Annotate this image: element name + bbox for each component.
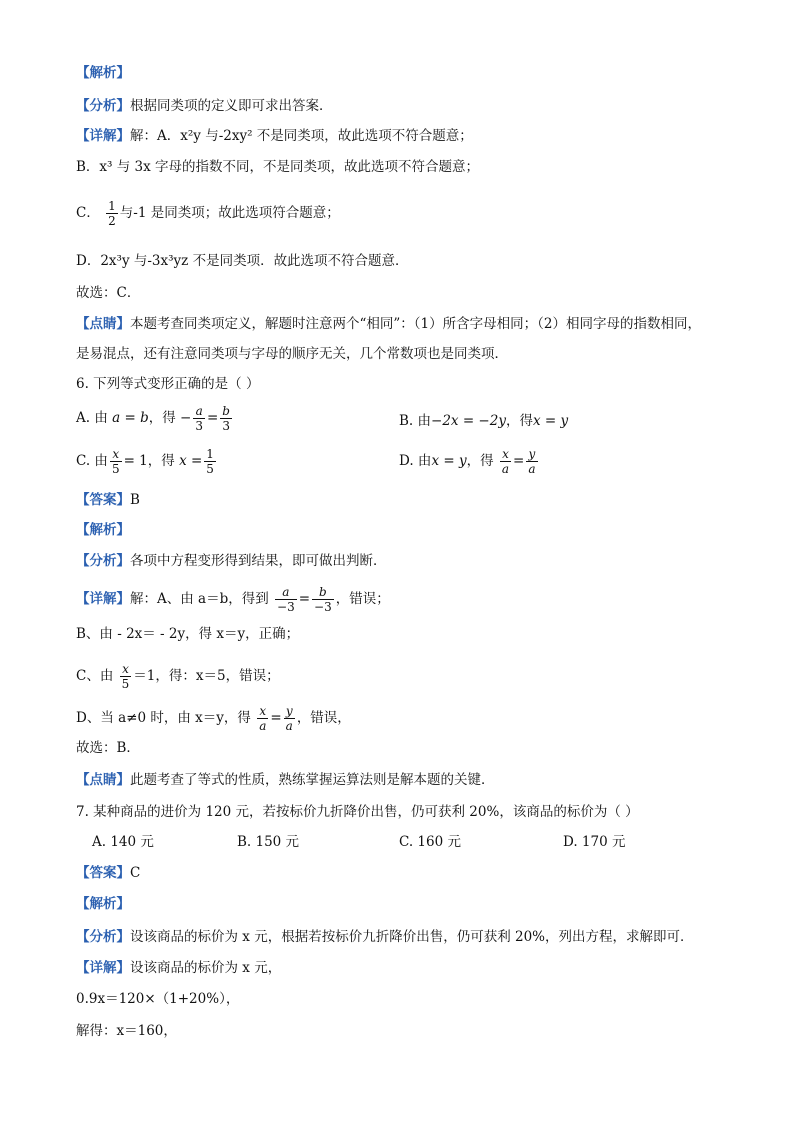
tag-fenxi: 【分析】	[76, 553, 130, 569]
q6-xj-a-suffix: ，错误；	[335, 591, 390, 607]
q6-xiangjie-b: B、由 - 2x＝ - 2y，得 x＝y，正确；	[76, 626, 300, 642]
q6-c-prefix: C. 由	[76, 453, 108, 469]
q6-answer-line	[76, 491, 140, 509]
q6-xiangjie-c	[76, 662, 280, 691]
dianjing-line-2: 是易混点，还有注意同类项与字母的顺序无关，几个常数项也是同类项．	[76, 346, 508, 362]
tag-dianjing: 【点睛】	[76, 316, 130, 332]
q6-c-result: x =	[179, 453, 203, 469]
tag-xiangjie: 【详解】	[76, 960, 130, 976]
fraction-numerator: y	[528, 447, 536, 461]
choose-line-c: 故选：C．	[76, 285, 141, 301]
line-c-suffix: 与-1 是同类项；故此选项符合题意；	[119, 205, 340, 221]
q6-answer: B	[130, 492, 140, 508]
q6-fenxi-text: 各项中方程变形得到结果，即可做出判断．	[130, 553, 387, 569]
q6-a-equation: a = b	[112, 410, 149, 426]
q7-answer-line	[76, 864, 140, 882]
q6-xiangjie-d: D、当 a≠0 时，由 x＝y，得 $\frac{x}{a}$ = $\frac{y}{a}$ ，错误，	[76, 704, 351, 733]
q6-c-equation: = 1	[123, 453, 148, 469]
dianjing-text-1: 本题考查同类项定义，解题时注意两个“相同”：（1）所含字母相同；（2）相同字母的指数相同，	[130, 316, 701, 332]
q6-xj-d-fraction-2	[284, 704, 295, 733]
q6-choose-line: 故选：B．	[76, 740, 140, 756]
q7-xiangjie-line	[76, 959, 281, 977]
q7-jiexi-line	[76, 895, 130, 913]
fraction-denominator: 3	[222, 419, 230, 433]
q6-c-result-fraction	[204, 447, 216, 476]
fraction-numerator: x	[122, 662, 129, 676]
q6-xj-d-suffix: ，错误，	[296, 710, 351, 726]
q6-a-mid: ，得	[148, 410, 176, 426]
q6-d-prefix: D. 由	[399, 453, 432, 469]
q6-dianjing-text: 此题考查了等式的性质，熟练掌握运算法则是解本题的关键．	[130, 772, 495, 788]
fraction-numerator: 1	[206, 447, 214, 461]
section-jiexi	[76, 64, 130, 82]
q6-xj-c-fraction	[120, 662, 132, 691]
q6-b-equation: −2x = −2y	[431, 413, 506, 429]
fraction-numerator: b	[319, 585, 327, 599]
q6-xj-d-fraction-1	[257, 704, 268, 733]
q6-xj-a-fraction-2	[312, 585, 334, 614]
q6-xj-a-prefix: 解：A、由 a＝b，得到	[130, 591, 269, 607]
q6-option-c	[76, 447, 218, 476]
fraction-denominator: −3	[277, 600, 295, 614]
tag-xiangjie: 【详解】	[76, 591, 130, 607]
q6-a-fraction-1	[193, 404, 205, 433]
dianjing-line-1	[76, 315, 701, 333]
line-c-prefix: C．	[76, 205, 100, 221]
option-d-explanation: D．2x³y 与-3x³yz 不是同类项．故此选项不符合题意．	[76, 253, 409, 269]
fraction-denominator: 2	[108, 214, 116, 228]
fraction-denominator: a	[528, 462, 536, 476]
xiangjie-text-a: 解：A．x²y 与-2xy² 不是同类项，故此选项不符合题意；	[130, 128, 473, 144]
q6-xj-d-prefix: D、当 a≠0 时，由 x＝y，得	[76, 710, 251, 726]
tag-xiangjie: 【详解】	[76, 128, 130, 144]
q6-xj-c-prefix: C、由	[76, 668, 114, 684]
q6-jiexi-line	[76, 521, 130, 539]
fraction-denominator: a	[501, 462, 510, 476]
q6-a-prefix: A. 由	[76, 410, 108, 426]
tag-dianjing: 【点睛】	[76, 772, 130, 788]
q7-fenxi-line	[76, 928, 694, 946]
fraction-denominator: 3	[195, 419, 203, 433]
question-7-stem: 7. 某种商品的进价为 120 元，若按标价九折降价出售，仍可获利 20%，该商品的标价为（ ）	[76, 804, 639, 820]
question-6-stem: 6. 下列等式变形正确的是（ ）	[76, 376, 260, 392]
q7-solve-line: 解得：x＝160，	[76, 1023, 177, 1039]
tag-daan: 【答案】	[76, 492, 130, 508]
q6-dianjing-line	[76, 771, 495, 789]
q6-xj-a-fraction-1	[275, 585, 297, 614]
q6-b-mid: ，得	[505, 413, 533, 429]
tag-jiexi: 【解析】	[76, 65, 130, 81]
fraction-numerator: a	[282, 585, 290, 599]
fraction-numerator: x	[259, 704, 267, 718]
q6-d-equation: x = y	[431, 453, 467, 469]
q6-d-fraction-2	[526, 447, 537, 476]
fraction-denominator: a	[285, 719, 293, 733]
fraction-denominator: −3	[314, 600, 332, 614]
tag-fenxi: 【分析】	[76, 98, 130, 114]
q6-option-d: D. 由x = y，得 $\frac{x}{a}$ = $\frac{y}{a}$	[399, 447, 536, 476]
q7-option-b: B. 150 元	[237, 834, 300, 850]
fenxi-line	[76, 97, 333, 115]
fenxi-text: 根据同类项的定义即可求出答案．	[130, 98, 333, 114]
xiangjie-line-a	[76, 127, 473, 145]
q7-equation-line: 0.9x＝120×（1+20%），	[76, 991, 240, 1007]
fraction-one-half	[106, 199, 118, 228]
fraction-numerator: 1	[108, 199, 116, 213]
q6-b-prefix: B. 由	[399, 413, 432, 429]
fraction-numerator: x	[502, 447, 509, 461]
fraction-numerator: b	[222, 404, 230, 418]
q7-option-c: C. 160 元	[399, 834, 461, 850]
q7-fenxi-text: 设该商品的标价为 x 元，根据若按标价九折降价出售，仍可获利 20%，列出方程，求解即可．	[130, 929, 694, 945]
minus-sign: −	[180, 410, 192, 426]
q6-xiangjie-a: 【详解】解：A、由 a＝b，得到 $\frac{a}{-3}$ = $\frac{b}{-3}$ ，错误；	[76, 585, 390, 614]
tag-daan: 【答案】	[76, 865, 130, 881]
fraction-denominator: 5	[206, 462, 214, 476]
fraction-numerator: x	[112, 447, 120, 461]
q7-xiangjie-text: 设该商品的标价为 x 元，	[130, 960, 282, 976]
option-b-explanation: B．x³ 与 3x 字母的指数不同，不是同类项，故此选项不符合题意；	[76, 159, 480, 175]
q6-c-mid: ，得	[147, 453, 175, 469]
tag-fenxi: 【分析】	[76, 929, 130, 945]
q6-option-b	[399, 412, 568, 430]
fraction-denominator: 5	[121, 677, 130, 691]
q6-b-result: x = y	[532, 413, 569, 429]
fraction-numerator: a	[195, 404, 203, 418]
q7-option-a: A. 140 元	[92, 834, 154, 850]
q6-d-fraction-1	[500, 447, 511, 476]
q6-xj-c-suffix: ＝1，得：x＝5，错误；	[133, 668, 280, 684]
fraction-numerator: y	[285, 704, 293, 718]
q6-fenxi-line	[76, 552, 387, 570]
q6-a-fraction-2	[220, 404, 232, 433]
q6-d-mid: ，得	[466, 453, 494, 469]
tag-jiexi: 【解析】	[76, 522, 130, 538]
q6-option-a: A. 由 a = b，得 − $\frac{a}{3}$ = $\frac{b}{3}$	[76, 404, 230, 433]
q7-option-d: D. 170 元	[563, 834, 626, 850]
q7-answer: C	[130, 865, 141, 881]
fraction-denominator: 5	[111, 462, 120, 476]
tag-jiexi: 【解析】	[76, 896, 130, 912]
fraction-denominator: a	[259, 719, 267, 733]
option-c-explanation	[76, 199, 340, 228]
q6-c-fraction	[110, 447, 122, 476]
